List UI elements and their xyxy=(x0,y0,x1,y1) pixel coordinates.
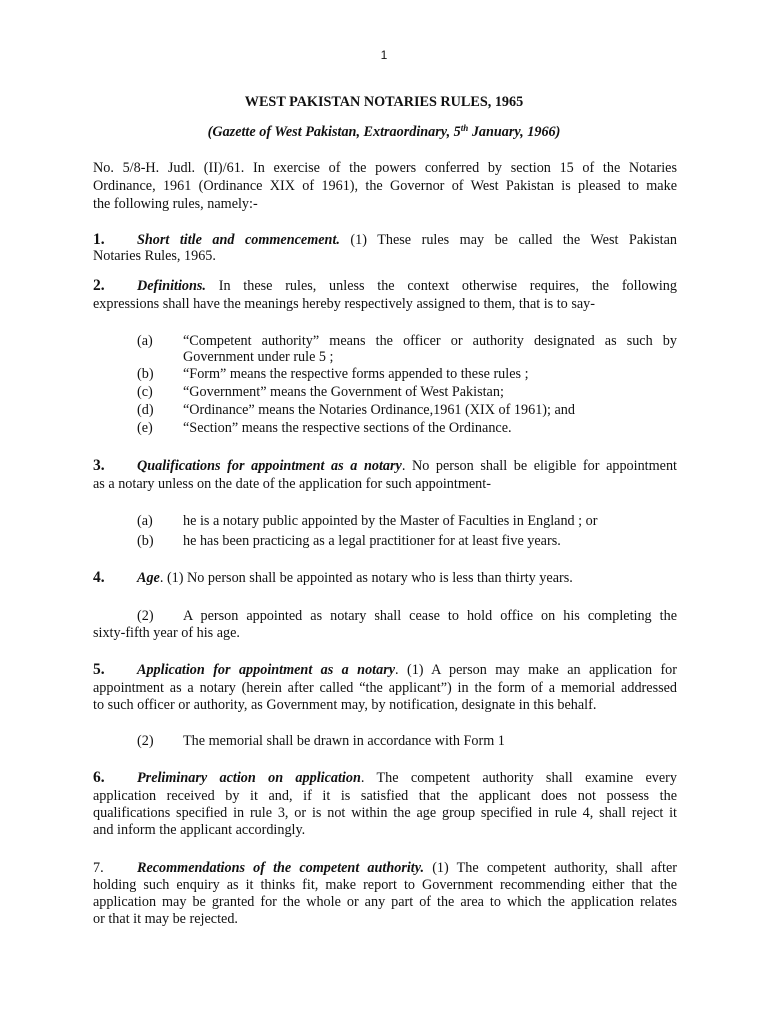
rule-heading: Preliminary action on application xyxy=(137,770,361,786)
rule-text: expressions shall have the meanings hereby respectively assigned to them, that is to say- xyxy=(93,296,595,312)
rule-heading: Definitions. xyxy=(137,278,206,294)
rule-text: to such officer or authority, as Government may, by notification, designate in this behalf. xyxy=(93,697,597,713)
item-label: (c) xyxy=(137,384,153,400)
rule-heading: Age xyxy=(137,570,160,586)
rule-number: 4. xyxy=(93,569,105,586)
preamble-line: the following rules, namely:- xyxy=(93,196,258,212)
item-label: (e) xyxy=(137,420,153,436)
sub-rule-label: (2) xyxy=(137,608,154,624)
rule-text: . The competent authority shall examine every xyxy=(360,770,677,786)
item-text: “Ordinance” means the Notaries Ordinance,1961 (XIX of 1961); and xyxy=(183,402,575,418)
item-text: he is a notary public appointed by the Master of Faculties in England ; or xyxy=(183,513,598,529)
rule-heading: Qualifications for appointment as a notary xyxy=(137,458,402,474)
item-text: “Government” means the Government of West Pakistan; xyxy=(183,384,504,400)
rule-heading: Recommendations of the competent authority. xyxy=(137,860,425,876)
rule-text: . (1) A person may make an application for xyxy=(395,662,677,678)
rule-text: holding such enquiry as it thinks fit, make report to Government recommending either that the xyxy=(93,877,677,893)
rule-text: application received by it and, if it is satisfied that the applicant does not possess the xyxy=(93,788,677,804)
sub-rule-text: A person appointed as notary shall cease to hold office on his completing the xyxy=(183,608,677,624)
rule-number: 3. xyxy=(93,457,105,474)
rule-text: or that it may be rejected. xyxy=(93,911,238,927)
rule-text: and inform the applicant accordingly. xyxy=(93,822,306,838)
rule-number: 7. xyxy=(93,860,104,876)
rule-number: 2. xyxy=(93,277,105,294)
rule-text: (1) The competent authority, shall after xyxy=(424,860,677,876)
rule-text: application may be granted for the whole or any part of the area to which the application relates xyxy=(93,894,677,910)
document-title: WEST PAKISTAN NOTARIES RULES, 1965 xyxy=(244,94,524,110)
sub-rule-text: The memorial shall be drawn in accordance with Form 1 xyxy=(183,733,505,749)
preamble-line: No. 5/8-H. Judl. (II)/61. In exercise of the powers conferred by section 15 of the Notaries xyxy=(93,160,677,176)
item-text: “Section” means the respective sections of the Ordinance. xyxy=(183,420,512,436)
rule-text: appointment as a notary (herein after called “the applicant”) in the form of a memorial addressed xyxy=(93,680,677,696)
rule-text: . (1) No person shall be appointed as notary who is less than thirty years. xyxy=(159,570,573,586)
rule-number: 5. xyxy=(93,661,105,678)
rule-text: as a notary unless on the date of the application for such appointment- xyxy=(93,476,491,492)
rule-text: . No person shall be eligible for appointment xyxy=(401,458,677,474)
sub-rule-label: (2) xyxy=(137,733,154,749)
rule-number: 1. xyxy=(93,231,105,248)
rule-heading: Application for appointment as a notary xyxy=(137,662,396,678)
item-text: he has been practicing as a legal practitioner for at least five years. xyxy=(183,533,561,549)
rule-text: In these rules, unless the context otherwise requires, the following xyxy=(205,278,677,294)
rule-text: qualifications specified in rule 3, or is not within the age group specified in rule 4, shall reject it xyxy=(93,805,677,821)
item-label: (b) xyxy=(137,533,154,549)
sub-rule-text: sixty-fifth year of his age. xyxy=(93,625,240,641)
rule-number: 6. xyxy=(93,769,105,786)
rule-heading: Short title and commencement. xyxy=(137,232,340,248)
rule-text: Notaries Rules, 1965. xyxy=(93,248,216,264)
item-text: Government under rule 5 ; xyxy=(183,349,334,365)
item-label: (a) xyxy=(137,333,153,349)
rule-text: (1) These rules may be called the West Pakistan xyxy=(339,232,678,248)
page-number: 1 xyxy=(380,48,388,62)
item-label: (b) xyxy=(137,366,154,382)
item-label: (a) xyxy=(137,513,153,529)
item-label: (d) xyxy=(137,402,154,418)
gazette-reference: (Gazette of West Pakistan, Extraordinary, 5th January, 1966) xyxy=(207,123,561,140)
item-text: “Competent authority” means the officer or authority designated as such by xyxy=(183,333,677,349)
preamble-line: Ordinance, 1961 (Ordinance XIX of 1961), the Governor of West Pakistan is pleased to make xyxy=(93,178,677,194)
item-text: “Form” means the respective forms appended to these rules ; xyxy=(183,366,529,382)
